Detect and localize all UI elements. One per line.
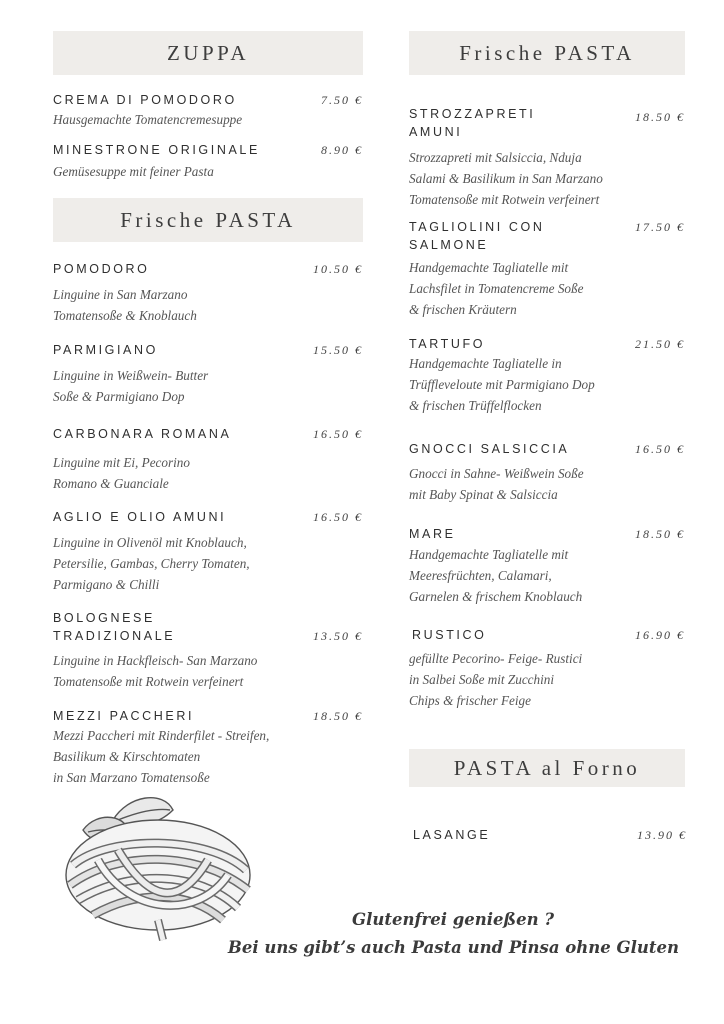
item-description: Handgemachte Tagliatelle in Trüffleveloute mit Parmigiano Dop & frischen Trüffelflocken (409, 356, 595, 413)
gluten-free-note (228, 906, 679, 962)
menu-item-parmigiano (53, 341, 363, 407)
left-pasta-title: Frische PASTA (120, 207, 296, 232)
item-name: AGLIO E OLIO AMUNI (53, 510, 227, 524)
item-name: STROZZAPRETI AMUNI (409, 107, 536, 139)
gluten-free-statement: Bei uns gibt’s auch Pasta und Pinsa ohne Gluten (227, 938, 679, 957)
menu-item-gnocci-salsiccia (409, 440, 685, 505)
item-description: Linguine in Weißwein- Butter Soße & Parmigiano Dop (53, 368, 209, 404)
zuppa-section-header (53, 31, 363, 75)
menu-item-mare (409, 525, 685, 607)
item-description: gefüllte Pecorino- Feige- Rustici in Salbei Soße mit Zucchini Chips & frischer Feige (409, 651, 583, 708)
item-description: Linguine in Olivenöl mit Knoblauch, Petersilie, Gambas, Cherry Tomaten, Parmigano & Chilli (53, 535, 250, 592)
item-price: 16.50 € (313, 427, 363, 441)
item-price: 13.50 € (313, 629, 363, 643)
item-name: LASANGE (413, 828, 491, 842)
item-price: 17.50 € (635, 220, 685, 234)
item-name: POMODORO (53, 262, 150, 276)
item-name: MARE (409, 527, 456, 541)
item-description: Linguine in Hackfleisch- San Marzano Tomatensoße mit Rotwein verfeinert (53, 653, 258, 689)
item-name: MEZZI PACCHERI (53, 709, 195, 723)
item-price: 16.50 € (313, 510, 363, 524)
item-price: 13.90 € (637, 828, 687, 842)
item-description: Mezzi Paccheri mit Rinderfilet - Streifen, Basilikum & Kirschtomaten in San Marzano Tomatensoße (53, 728, 270, 785)
item-price: 21.50 € (635, 337, 685, 351)
item-name: TARTUFO (409, 337, 486, 351)
item-description: Linguine mit Ei, Pecorino Romano & Guanciale (53, 455, 190, 491)
item-name: PARMIGIANO (53, 343, 158, 357)
item-description: Gemüsesuppe mit feiner Pasta (53, 164, 214, 179)
item-name: CARBONARA ROMANA (53, 427, 232, 441)
item-price: 15.50 € (313, 343, 363, 357)
item-price: 8.90 € (321, 143, 363, 157)
item-description: Gnocci in Sahne- Weißwein Soße mit Baby Spinat & Salsiccia (409, 466, 584, 502)
menu-item-tagliolini-con-salmone (409, 218, 685, 320)
item-description: Handgemachte Tagliatelle mit Lachsfilet in Tomatencreme Soße & frischen Kräutern (409, 260, 584, 317)
zuppa-title: ZUPPA (166, 40, 250, 65)
item-description: Strozzapreti mit Salsiccia, Nduja Salami & Basilikum in San Marzano Tomatensoße mit Rotwein verfeinert (409, 150, 603, 207)
item-price: 7.50 € (321, 93, 363, 107)
menu-item-tartufo (409, 335, 685, 416)
item-description: Linguine in San Marzano Tomatensoße & Knoblauch (53, 287, 197, 323)
menu-item-strozzapreti-amuni (409, 105, 685, 210)
menu-item-minestrone-originale (53, 141, 363, 182)
item-price: 18.50 € (313, 709, 363, 723)
menu-item-lasange (409, 826, 685, 844)
gluten-free-question: Glutenfrei genießen ? (351, 910, 554, 929)
item-price: 18.50 € (635, 110, 685, 124)
item-name: BOLOGNESE TRADIZIONALE (53, 611, 176, 643)
item-name: CREMA DI POMODORO (53, 93, 237, 107)
item-price: 16.50 € (635, 442, 685, 456)
menu-item-pomodoro (53, 260, 363, 326)
right-pasta-title: Frische PASTA (459, 40, 635, 65)
menu-item-mezzi-paccheri (53, 707, 363, 788)
menu-item-aglio-e-olio-amuni (53, 508, 363, 595)
forno-section-header (409, 749, 685, 787)
item-price: 16.90 € (635, 628, 685, 642)
menu-item-carbonara-romana (53, 425, 363, 494)
item-name: MINESTRONE ORIGINALE (53, 143, 260, 157)
forno-title: PASTA al Forno (453, 755, 641, 780)
right-pasta-section-header (409, 31, 685, 75)
item-name: GNOCCI SALSICCIA (409, 442, 570, 456)
menu-item-bolognese-tradizionale (53, 609, 363, 692)
menu-item-rustico (409, 626, 685, 711)
item-name: RUSTICO (412, 628, 487, 642)
item-description: Hausgemachte Tomatencremesuppe (53, 112, 243, 127)
menu-item-crema-di-pomodoro (53, 91, 363, 130)
left-pasta-section-header (53, 198, 363, 242)
item-price: 10.50 € (313, 262, 363, 276)
item-description: Handgemachte Tagliatelle mit Meeresfrüchten, Calamari, Garnelen & frischem Knoblauch (409, 547, 583, 604)
item-price: 18.50 € (635, 527, 685, 541)
item-name: TAGLIOLINI CON SALMONE (409, 220, 545, 252)
